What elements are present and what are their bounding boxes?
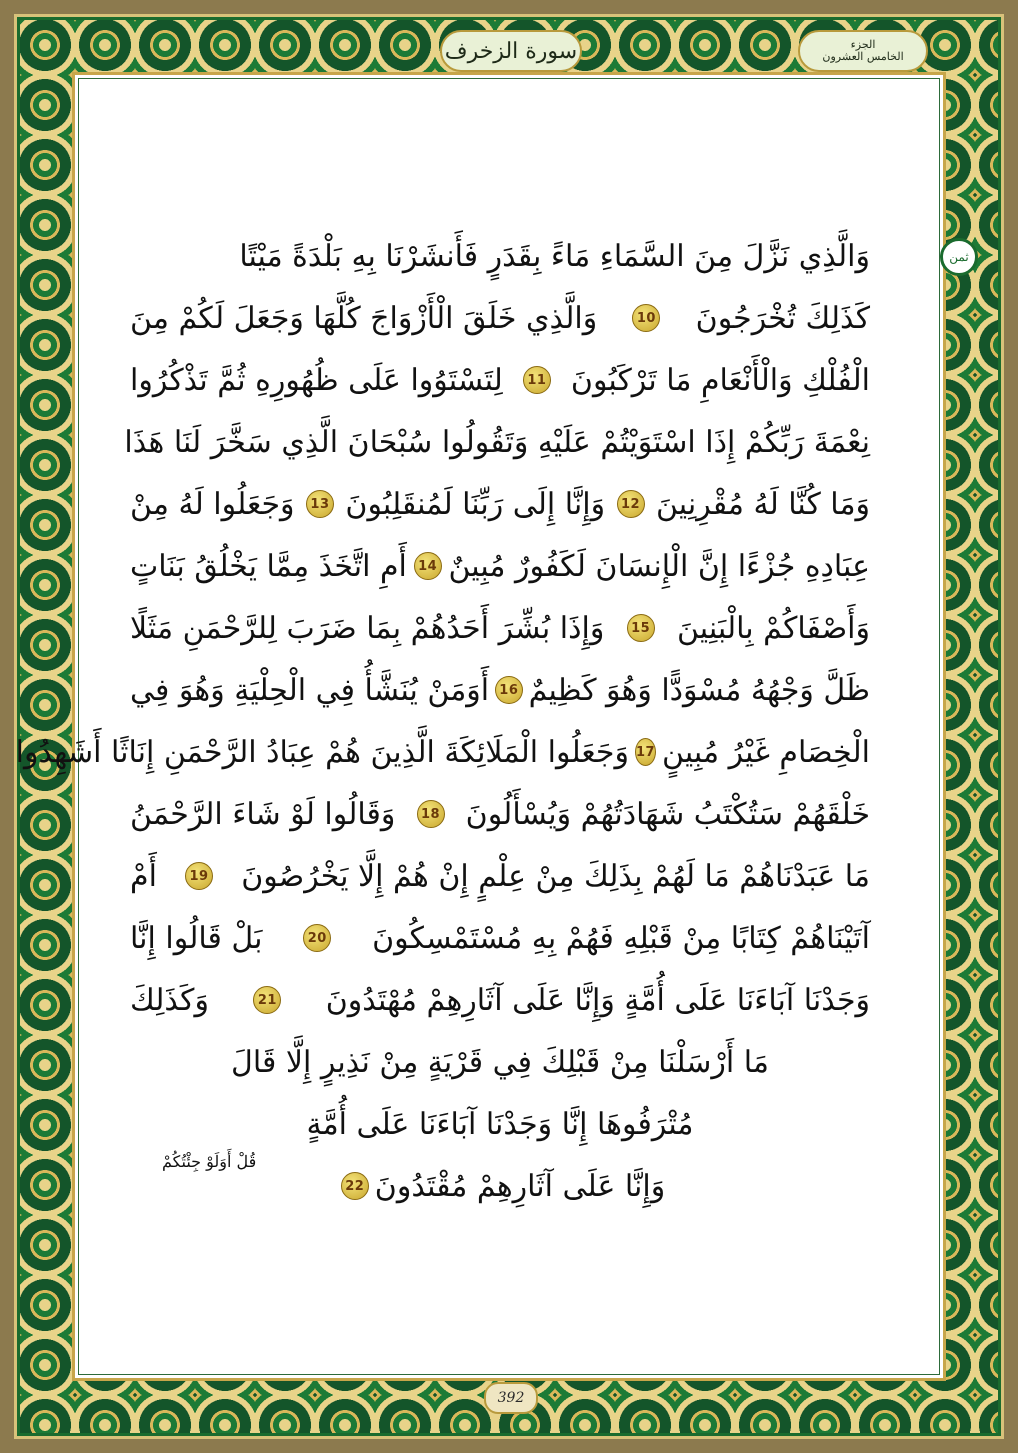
text-line: [130, 535, 870, 597]
verse-number-marker: 20: [303, 924, 331, 952]
text-line: [130, 597, 870, 659]
verse-text: كَذَلِكَ تُخْرَجُونَ: [695, 300, 870, 336]
verse-number-marker: 13: [306, 490, 334, 518]
verse-text: وَجَعَلُوا الْمَلَائِكَةَ الَّذِينَ هُمْ عِبَادُ الرَّحْمَنِ إِنَاثًا أَشَهِدُوا: [15, 734, 629, 770]
verse-text: بَلْ قَالُوا إِنَّا: [130, 920, 263, 956]
verse-number-marker: 10: [632, 304, 660, 332]
verse-text: وَجَدْنَا آبَاءَنَا عَلَى أُمَّةٍ وَإِنَّا عَلَى آثَارِهِمْ مُهْتَدُونَ: [325, 982, 870, 1018]
text-line: [130, 225, 870, 287]
verse-text: الْخِصَامِ غَيْرُ مُبِينٍ: [662, 734, 870, 770]
verse-text: مُتْرَفُوهَا إِنَّا وَجَدْنَا آبَاءَنَا عَلَى أُمَّةٍ: [306, 1106, 694, 1142]
verse-text: الْفُلْكِ وَالْأَنْعَامِ مَا تَرْكَبُونَ: [570, 362, 870, 398]
verse-number-marker: 18: [417, 800, 445, 828]
surah-title: سورة الزخرف: [440, 30, 582, 72]
verse-text: مَا أَرْسَلْنَا مِنْ قَبْلِكَ فِي قَرْيَةٍ مِنْ نَذِيرٍ إِلَّا قَالَ: [231, 1044, 769, 1080]
text-line: [130, 969, 870, 1031]
text-line: [130, 845, 870, 907]
verse-number-marker: 17: [635, 738, 656, 766]
verse-number-marker: 14: [414, 552, 442, 580]
verse-text: أَوَمَنْ يُنَشَّأُ فِي الْحِلْيَةِ وَهُوَ فِي: [130, 672, 490, 708]
verse-text: وَإِذَا بُشِّرَ أَحَدُهُمْ بِمَا ضَرَبَ لِلرَّحْمَنِ مَثَلًا: [130, 610, 605, 646]
verse-text: آتَيْنَاهُمْ كِتَابًا مِنْ قَبْلِهِ فَهُمْ بِهِ مُسْتَمْسِكُونَ: [372, 920, 870, 956]
catchword: قُلْ أَوَلَوْ جِئْتُكُمْ: [162, 1152, 257, 1171]
verse-text: وَالَّذِي نَزَّلَ مِنَ السَّمَاءِ مَاءً بِقَدَرٍ فَأَنشَرْنَا بِهِ بَلْدَةً مَيْتًا: [239, 238, 870, 274]
verse-text: لِتَسْتَوُوا عَلَى ظُهُورِهِ ثُمَّ تَذْكُرُوا: [130, 362, 503, 398]
verse-text: خَلْقَهُمْ سَتُكْتَبُ شَهَادَتُهُمْ وَيُسْأَلُونَ: [465, 796, 870, 832]
verse-text: نِعْمَةَ رَبِّكُمْ إِذَا اسْتَوَيْتُمْ عَلَيْهِ وَتَقُولُوا سُبْحَانَ الَّذِي سَخَّرَ لَنَا هَذَا: [124, 424, 870, 460]
juz-label: [798, 30, 928, 72]
verse-text: وَأَصْفَاكُمْ بِالْبَنِينَ: [676, 610, 870, 646]
verse-text: وَكَذَلِكَ: [130, 982, 209, 1018]
text-line: [130, 349, 870, 411]
verse-text: وَمَا كُنَّا لَهُ مُقْرِنِينَ: [655, 486, 870, 522]
text-line: [130, 907, 870, 969]
juz-line1: الجزء: [850, 38, 876, 51]
text-line: [130, 659, 870, 721]
verse-text: ظَلَّ وَجْهُهُ مُسْوَدًّا وَهُوَ كَظِيمٌ: [528, 672, 870, 708]
text-line: [124, 411, 870, 473]
verse-text: وَإِنَّا إِلَى رَبِّنَا لَمُنقَلِبُونَ: [345, 486, 606, 522]
verse-text: أَمِ اتَّخَذَ مِمَّا يَخْلُقُ بَنَاتٍ: [130, 548, 407, 584]
page-number: 392: [484, 1382, 538, 1414]
text-line: [130, 1031, 870, 1093]
text-line: [130, 1093, 870, 1155]
hizb-marker: ثمن: [940, 238, 978, 276]
verse-number-marker: 11: [523, 366, 551, 394]
verse-number-marker: 15: [627, 614, 655, 642]
verse-text: وَالَّذِي خَلَقَ الْأَزْوَاجَ كُلَّهَا وَجَعَلَ لَكُمْ مِنَ: [130, 300, 598, 336]
verse-number-marker: 22: [341, 1172, 369, 1200]
verse-number-marker: 21: [253, 986, 281, 1014]
text-line: [130, 473, 870, 535]
verse-text: أَمْ: [130, 858, 157, 894]
verse-text: مَا عَبَدْنَاهُمْ مَا لَهُمْ بِذَلِكَ مِنْ عِلْمٍ إِنْ هُمْ إِلَّا يَخْرُصُونَ: [241, 858, 870, 894]
text-line: [130, 287, 870, 349]
text-line: [15, 721, 870, 783]
verse-text: وَقَالُوا لَوْ شَاءَ الرَّحْمَنُ: [130, 796, 396, 832]
verse-number-marker: 19: [185, 862, 213, 890]
verse-number-marker: 12: [617, 490, 645, 518]
verse-text: عِبَادِهِ جُزْءًا إِنَّ الْإِنسَانَ لَكَفُورٌ مُبِينٌ: [448, 548, 870, 584]
verse-text: وَجَعَلُوا لَهُ مِنْ: [130, 486, 295, 522]
verse-text: وَإِنَّا عَلَى آثَارِهِمْ مُقْتَدُونَ: [374, 1168, 666, 1204]
juz-line2: الخامس العشرون: [822, 50, 904, 63]
verse-number-marker: 16: [495, 676, 522, 704]
quran-text: [15, 225, 870, 1217]
text-line: [130, 783, 870, 845]
